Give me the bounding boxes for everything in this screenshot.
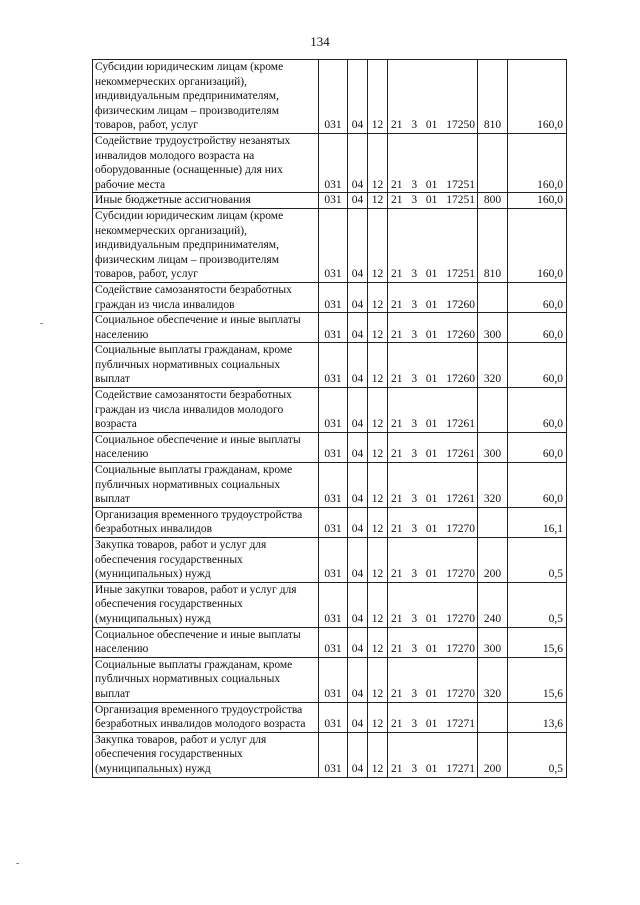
row-csr-part: 21	[391, 194, 403, 207]
table-row	[93, 702, 567, 732]
row-csr-parts	[388, 118, 477, 133]
row-pr: 12	[368, 60, 388, 134]
row-csr	[388, 133, 478, 192]
row-amount: 0,5	[508, 582, 567, 627]
row-rz: 04	[348, 60, 368, 134]
table-row	[93, 582, 567, 627]
row-ved: 031	[319, 343, 348, 388]
row-csr-part: 17271	[446, 718, 475, 731]
row-ved: 031	[319, 313, 348, 343]
row-amount: 160,0	[508, 60, 567, 134]
row-csr-parts	[388, 417, 477, 432]
row-rz: 04	[348, 432, 368, 462]
row-name: Содействие трудоустройству незанятых инвалидов молодого возраста на оборудованные (оснащенные) для них рабочие места	[93, 133, 319, 192]
row-csr-parts	[388, 687, 477, 702]
table-body	[93, 60, 567, 778]
row-rz: 04	[348, 133, 368, 192]
row-csr	[388, 702, 478, 732]
row-pr: 12	[368, 657, 388, 702]
row-csr-part: 3	[411, 643, 418, 656]
row-pr: 12	[368, 538, 388, 583]
row-csr-part: 21	[391, 298, 403, 311]
row-vr: 320	[478, 343, 508, 388]
row-ved: 031	[319, 388, 348, 433]
row-csr-part: 01	[425, 119, 438, 132]
row-rz: 04	[348, 657, 368, 702]
row-csr	[388, 432, 478, 462]
row-vr: 320	[478, 657, 508, 702]
row-csr-part: 17261	[446, 493, 475, 506]
row-name: Социальное обеспечение и иные выплаты населению	[93, 627, 319, 657]
page-number: 134	[310, 34, 330, 49]
row-ved: 031	[319, 582, 348, 627]
row-pr: 12	[368, 388, 388, 433]
row-pr: 12	[368, 463, 388, 508]
row-vr: 300	[478, 313, 508, 343]
row-rz: 04	[348, 627, 368, 657]
row-pr: 12	[368, 313, 388, 343]
row-name: Организация временного трудоустройства безработных инвалидов молодого возраста	[93, 702, 319, 732]
row-ved: 031	[319, 463, 348, 508]
row-rz: 04	[348, 702, 368, 732]
row-amount: 60,0	[508, 313, 567, 343]
row-csr	[388, 60, 478, 134]
row-csr-part: 3	[411, 268, 418, 281]
row-amount: 60,0	[508, 463, 567, 508]
row-amount: 13,6	[508, 702, 567, 732]
row-csr-part: 01	[425, 568, 438, 581]
row-ved: 031	[319, 657, 348, 702]
row-csr-part: 17270	[446, 687, 475, 700]
row-csr-part: 01	[425, 493, 438, 506]
table-row	[93, 627, 567, 657]
row-name: Содействие самозанятости безработных граждан из числа инвалидов	[93, 282, 319, 312]
row-vr	[478, 702, 508, 732]
row-ved: 031	[319, 627, 348, 657]
row-ved: 031	[319, 507, 348, 537]
row-csr	[388, 507, 478, 537]
row-csr	[388, 282, 478, 312]
row-csr-part: 3	[411, 373, 418, 386]
table-row	[93, 432, 567, 462]
table-row	[93, 732, 567, 777]
row-ved: 031	[319, 282, 348, 312]
row-csr-part: 01	[425, 643, 438, 656]
row-csr-parts	[388, 492, 477, 507]
row-vr: 240	[478, 582, 508, 627]
row-csr-parts	[388, 717, 477, 732]
row-csr-part: 21	[391, 268, 403, 281]
row-vr	[478, 388, 508, 433]
row-rz: 04	[348, 463, 368, 508]
scan-mark: -	[16, 858, 20, 869]
row-rz: 04	[348, 313, 368, 343]
row-csr-parts	[388, 372, 477, 387]
row-csr	[388, 657, 478, 702]
row-csr-part: 01	[425, 523, 438, 536]
row-csr-parts	[388, 612, 477, 627]
table-row	[93, 313, 567, 343]
row-rz: 04	[348, 582, 368, 627]
row-csr-part: 3	[411, 178, 418, 191]
row-csr-parts	[388, 178, 477, 193]
table-row	[93, 538, 567, 583]
row-csr-part: 3	[411, 762, 418, 775]
row-vr: 200	[478, 732, 508, 777]
row-pr: 12	[368, 582, 388, 627]
row-csr-part: 3	[411, 328, 418, 341]
row-vr	[478, 282, 508, 312]
table-row	[93, 208, 567, 282]
row-csr-part: 3	[411, 493, 418, 506]
row-csr-part: 01	[425, 418, 438, 431]
row-csr-part: 21	[391, 328, 403, 341]
row-csr-part: 01	[425, 298, 438, 311]
row-csr-part: 21	[391, 762, 403, 775]
row-vr: 810	[478, 60, 508, 134]
row-csr-part: 21	[391, 493, 403, 506]
row-vr: 800	[478, 193, 508, 209]
row-csr-part: 3	[411, 687, 418, 700]
row-amount: 60,0	[508, 388, 567, 433]
row-csr-part: 01	[425, 612, 438, 625]
row-csr-parts	[388, 193, 477, 208]
row-ved: 031	[319, 702, 348, 732]
row-csr-parts	[388, 642, 477, 657]
row-rz: 04	[348, 732, 368, 777]
row-csr-part: 3	[411, 612, 418, 625]
row-name: Социальное обеспечение и иные выплаты населению	[93, 313, 319, 343]
row-csr-part: 01	[425, 762, 438, 775]
row-csr-parts	[388, 567, 477, 582]
table-row	[93, 657, 567, 702]
row-csr-part: 17250	[446, 119, 475, 132]
row-name: Социальное обеспечение и иные выплаты населению	[93, 432, 319, 462]
row-csr	[388, 313, 478, 343]
row-amount: 60,0	[508, 432, 567, 462]
scan-mark: -	[40, 318, 44, 329]
row-csr-part: 21	[391, 523, 403, 536]
row-name: Иные бюджетные ассигнования	[93, 193, 319, 209]
row-csr	[388, 732, 478, 777]
row-ved: 031	[319, 133, 348, 192]
row-amount: 160,0	[508, 193, 567, 209]
table-row	[93, 193, 567, 209]
row-csr-part: 21	[391, 718, 403, 731]
row-csr-part: 01	[425, 373, 438, 386]
row-csr-part: 17270	[446, 523, 475, 536]
budget-table	[92, 59, 567, 778]
row-csr-part: 21	[391, 119, 403, 132]
row-vr: 300	[478, 627, 508, 657]
row-rz: 04	[348, 388, 368, 433]
row-name: Закупка товаров, работ и услуг для обеспечения государственных (муниципальных) нужд	[93, 538, 319, 583]
row-amount: 60,0	[508, 343, 567, 388]
row-rz: 04	[348, 193, 368, 209]
table-row	[93, 507, 567, 537]
table-row	[93, 133, 567, 192]
row-amount: 160,0	[508, 133, 567, 192]
table-row	[93, 388, 567, 433]
row-pr: 12	[368, 432, 388, 462]
row-csr-parts	[388, 328, 477, 343]
row-amount: 160,0	[508, 208, 567, 282]
row-amount: 60,0	[508, 282, 567, 312]
row-csr-part: 21	[391, 568, 403, 581]
row-csr-part: 21	[391, 448, 403, 461]
row-csr-part: 3	[411, 523, 418, 536]
row-vr: 320	[478, 463, 508, 508]
row-vr: 300	[478, 432, 508, 462]
row-pr: 12	[368, 702, 388, 732]
row-pr: 12	[368, 193, 388, 209]
row-csr-part: 01	[425, 328, 438, 341]
row-csr	[388, 388, 478, 433]
row-csr-part: 21	[391, 373, 403, 386]
row-amount: 0,5	[508, 538, 567, 583]
row-amount: 16,1	[508, 507, 567, 537]
table-row	[93, 343, 567, 388]
row-csr-part: 3	[411, 119, 418, 132]
row-csr-part: 17260	[446, 328, 475, 341]
row-ved: 031	[319, 193, 348, 209]
row-name: Социальные выплаты гражданам, кроме публичных нормативных социальных выплат	[93, 657, 319, 702]
row-amount: 0,5	[508, 732, 567, 777]
row-csr-part: 17270	[446, 612, 475, 625]
row-name: Субсидии юридическим лицам (кроме некоммерческих организаций), индивидуальным предпринимателям, физическим лицам – производителям товаров, работ, услуг	[93, 60, 319, 134]
row-csr-part: 01	[425, 194, 438, 207]
row-ved: 031	[319, 538, 348, 583]
table-row	[93, 282, 567, 312]
row-csr	[388, 538, 478, 583]
row-rz: 04	[348, 282, 368, 312]
row-name: Содействие самозанятости безработных граждан из числа инвалидов молодого возраста	[93, 388, 319, 433]
row-csr-part: 01	[425, 687, 438, 700]
row-csr-part: 3	[411, 298, 418, 311]
row-vr: 810	[478, 208, 508, 282]
row-ved: 031	[319, 208, 348, 282]
row-pr: 12	[368, 627, 388, 657]
row-csr-part: 17251	[446, 194, 475, 207]
row-pr: 12	[368, 133, 388, 192]
row-csr	[388, 343, 478, 388]
row-csr-parts	[388, 522, 477, 537]
row-csr-part: 21	[391, 612, 403, 625]
row-csr-parts	[388, 298, 477, 313]
row-vr	[478, 507, 508, 537]
row-ved: 031	[319, 60, 348, 134]
row-csr	[388, 582, 478, 627]
row-amount: 15,6	[508, 657, 567, 702]
row-ved: 031	[319, 432, 348, 462]
row-csr-part: 17251	[446, 178, 475, 191]
row-rz: 04	[348, 507, 368, 537]
row-csr-part: 17270	[446, 568, 475, 581]
row-csr-parts	[388, 447, 477, 462]
row-csr-part: 3	[411, 194, 418, 207]
row-name: Социальные выплаты гражданам, кроме публичных нормативных социальных выплат	[93, 343, 319, 388]
row-pr: 12	[368, 732, 388, 777]
row-name: Организация временного трудоустройства безработных инвалидов	[93, 507, 319, 537]
row-rz: 04	[348, 538, 368, 583]
row-csr-part: 3	[411, 718, 418, 731]
row-csr-part: 17261	[446, 448, 475, 461]
row-csr-parts	[388, 267, 477, 282]
row-csr-part: 21	[391, 643, 403, 656]
row-pr: 12	[368, 343, 388, 388]
table-row	[93, 463, 567, 508]
row-csr	[388, 627, 478, 657]
row-vr	[478, 133, 508, 192]
row-rz: 04	[348, 208, 368, 282]
row-csr-part: 21	[391, 418, 403, 431]
row-pr: 12	[368, 507, 388, 537]
row-ved: 031	[319, 732, 348, 777]
row-csr-part: 01	[425, 268, 438, 281]
row-amount: 15,6	[508, 627, 567, 657]
row-csr-parts	[388, 762, 477, 777]
row-csr-part: 17251	[446, 268, 475, 281]
row-csr-part: 17270	[446, 643, 475, 656]
row-csr-part: 3	[411, 448, 418, 461]
table-row	[93, 60, 567, 134]
row-csr-part: 17260	[446, 298, 475, 311]
row-rz: 04	[348, 343, 368, 388]
row-csr-part: 01	[425, 448, 438, 461]
row-csr	[388, 193, 478, 209]
row-csr	[388, 463, 478, 508]
row-csr-part: 17271	[446, 762, 475, 775]
row-csr-part: 3	[411, 568, 418, 581]
row-csr-part: 21	[391, 178, 403, 191]
row-name: Социальные выплаты гражданам, кроме публичных нормативных социальных выплат	[93, 463, 319, 508]
row-csr-part: 3	[411, 418, 418, 431]
row-csr-part: 01	[425, 718, 438, 731]
row-name: Закупка товаров, работ и услуг для обеспечения государственных (муниципальных) нужд	[93, 732, 319, 777]
row-pr: 12	[368, 282, 388, 312]
row-vr: 200	[478, 538, 508, 583]
row-name: Субсидии юридическим лицам (кроме некоммерческих организаций), индивидуальным предпринимателям, физическим лицам – производителям товаров, работ, услуг	[93, 208, 319, 282]
row-csr-part: 17260	[446, 373, 475, 386]
row-csr-part: 01	[425, 178, 438, 191]
row-name: Иные закупки товаров, работ и услуг для обеспечения государственных (муниципальных) нужд	[93, 582, 319, 627]
row-pr: 12	[368, 208, 388, 282]
row-csr	[388, 208, 478, 282]
row-csr-part: 21	[391, 687, 403, 700]
row-csr-part: 17261	[446, 418, 475, 431]
